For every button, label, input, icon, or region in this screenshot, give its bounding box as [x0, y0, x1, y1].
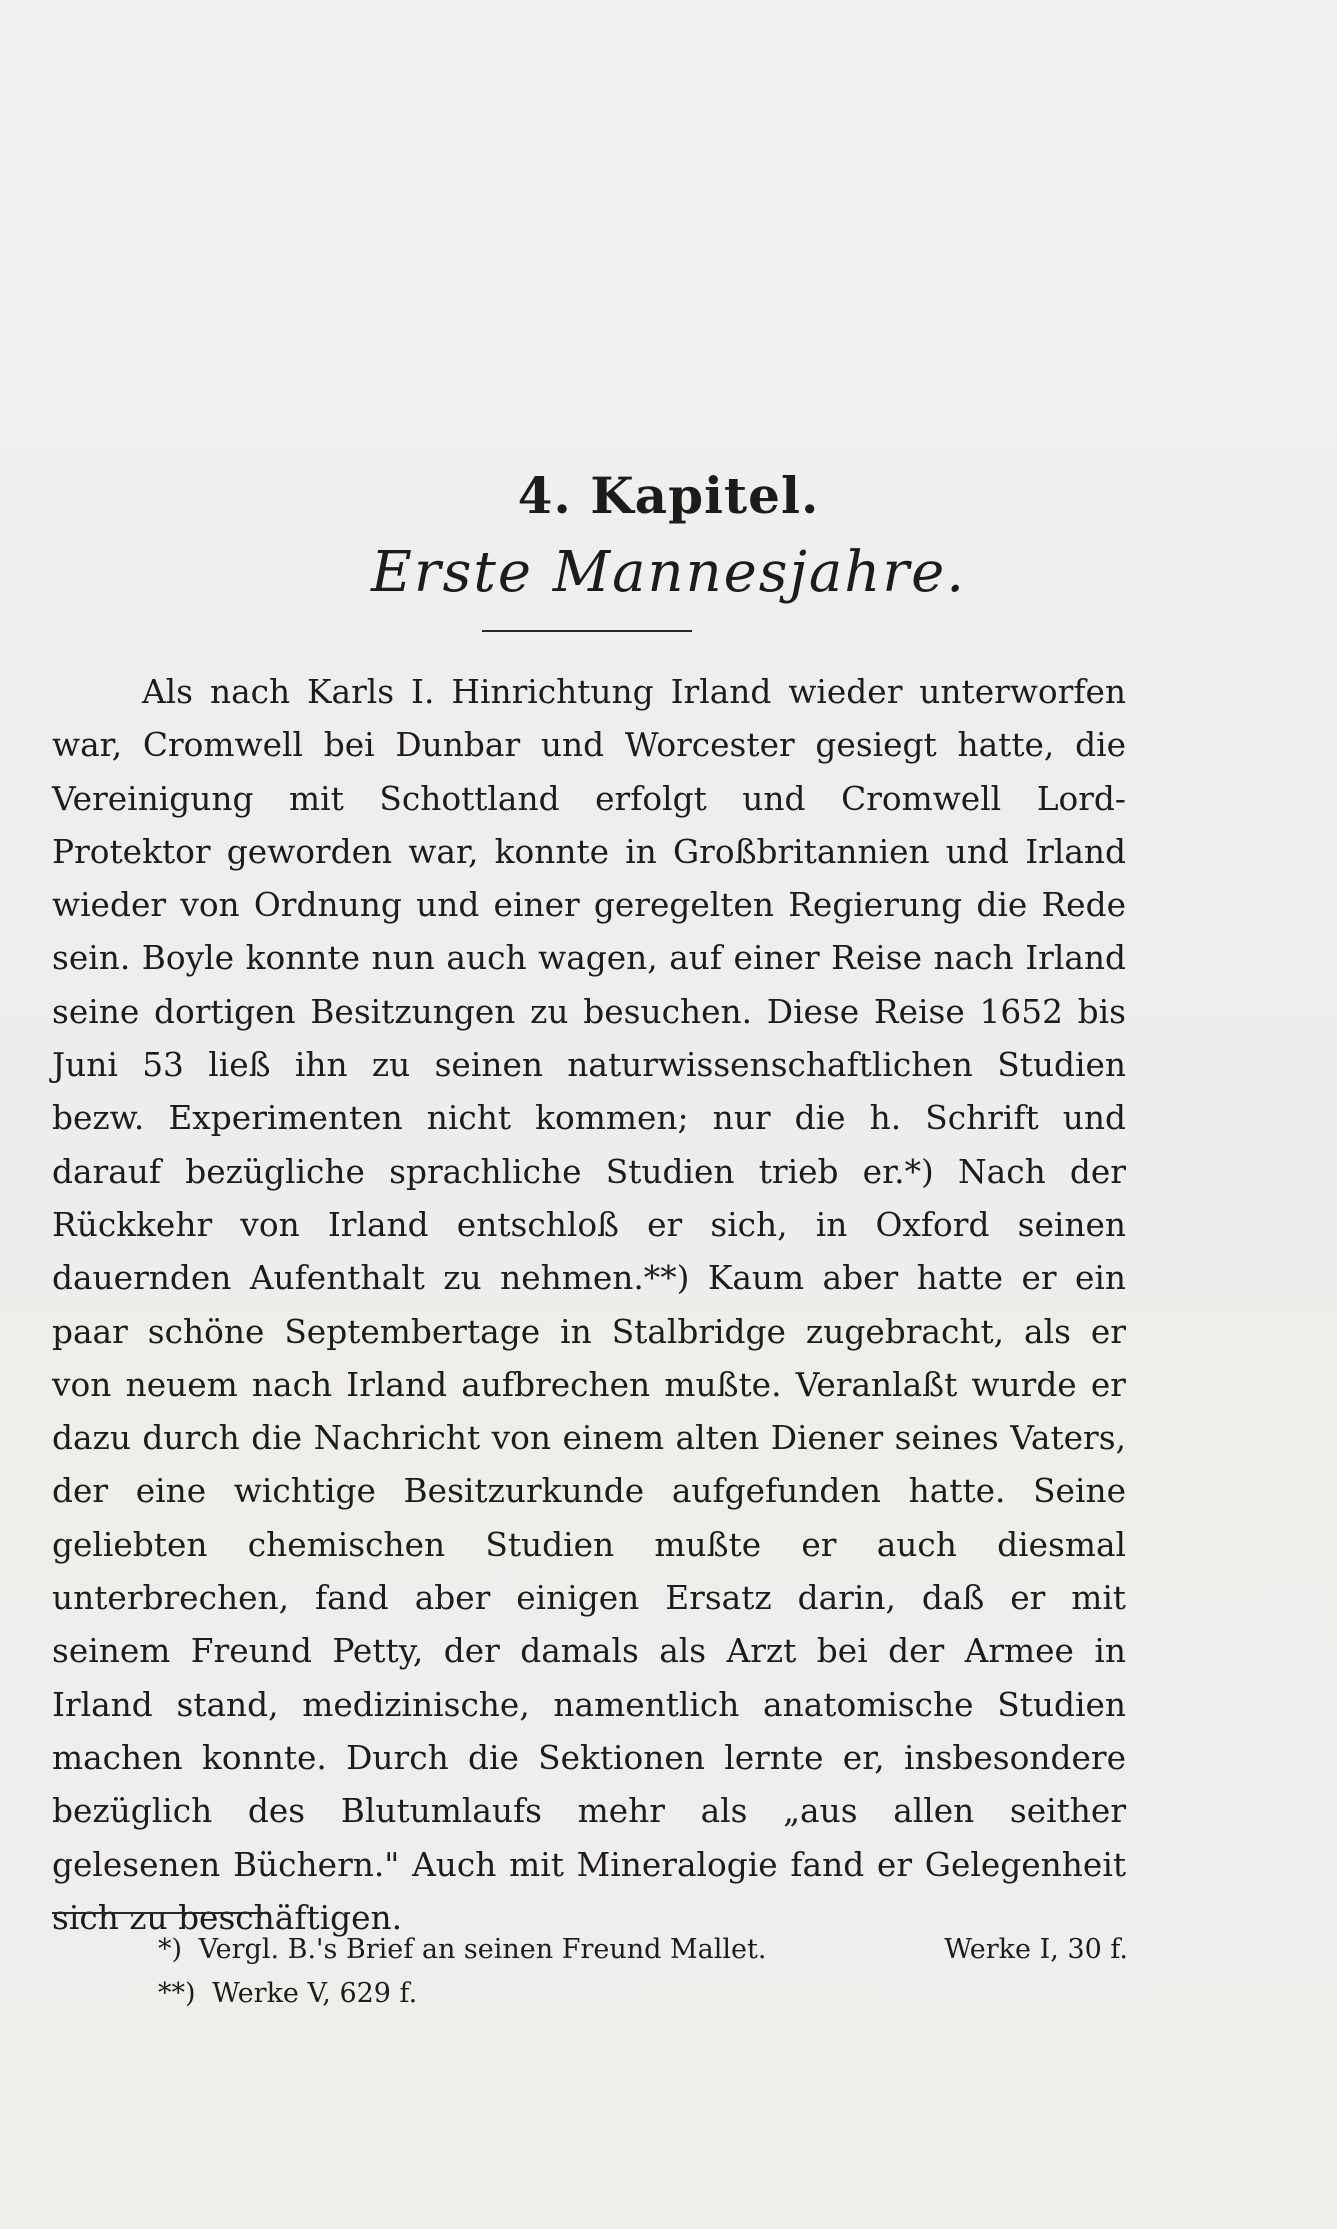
footnote-marker: **): [158, 1978, 196, 2009]
footnote-text: Vergl. B.'s Brief an seinen Freund Mallet.: [198, 1934, 767, 1965]
footnote-reference: Werke I, 30 f.: [944, 1934, 1128, 1965]
footnote-text: Werke V, 629 f.: [212, 1978, 418, 2009]
footnote-2: [158, 1972, 1128, 2016]
footnote-1: [158, 1928, 1128, 1972]
footnote-divider: [52, 1912, 267, 1914]
body-paragraph: Als nach Karls I. Hinrichtung Irland wieder unterworfen war, Cromwell bei Dunbar und Worcester gesiegt hatte, die Vereinigung mit Schottland erfolgt und Cromwell Lord-Protektor geworden war, konnte in Großbritannien und Irland wieder von Ordnung und einer geregelten Regierung die Rede sein. Boyle konnte nun auch wagen, auf einer Reise nach Irland seine dortigen Besitzungen zu besuchen. Diese Reise 1652 bis Juni 53 ließ ihn zu seinen naturwissenschaftlichen Studien bezw. Experimenten nicht kommen; nur die h. Schrift und darauf bezügliche sprachliche Studien trieb er.*) Nach der Rückkehr von Irland entschloß er sich, in Oxford seinen dauernden Aufenthalt zu nehmen.**) Kaum aber hatte er ein paar schöne Septembertage in Stalbridge zugebracht, als er von neuem nach Irland aufbrechen mußte. Veranlaßt wurde er dazu durch die Nachricht von einem alten Diener seines Vaters, der eine wichtige Besitzurkunde aufgefunden hatte. Seine geliebten chemischen Studien mußte er auch diesmal unterbrechen, fand aber einigen Ersatz darin, daß er mit seinem Freund Petty, der damals als Arzt bei der Armee in Irland stand, medizinische, namentlich anatomische Studien machen konnte. Durch die Sektionen lernte er, insbesondere bezüglich des Blutumlaufs mehr als „aus allen seither gelesenen Büchern." Auch mit Mineralogie fand er Gelegenheit sich zu beschäftigen.: [52, 673, 1126, 1937]
footnotes: [158, 1928, 1128, 2016]
chapter-number: 4. Kapitel.: [517, 466, 820, 525]
title-divider: [482, 630, 692, 632]
chapter-title: Erste Mannesjahre.: [370, 540, 967, 605]
footnote-marker: *): [158, 1934, 183, 1965]
